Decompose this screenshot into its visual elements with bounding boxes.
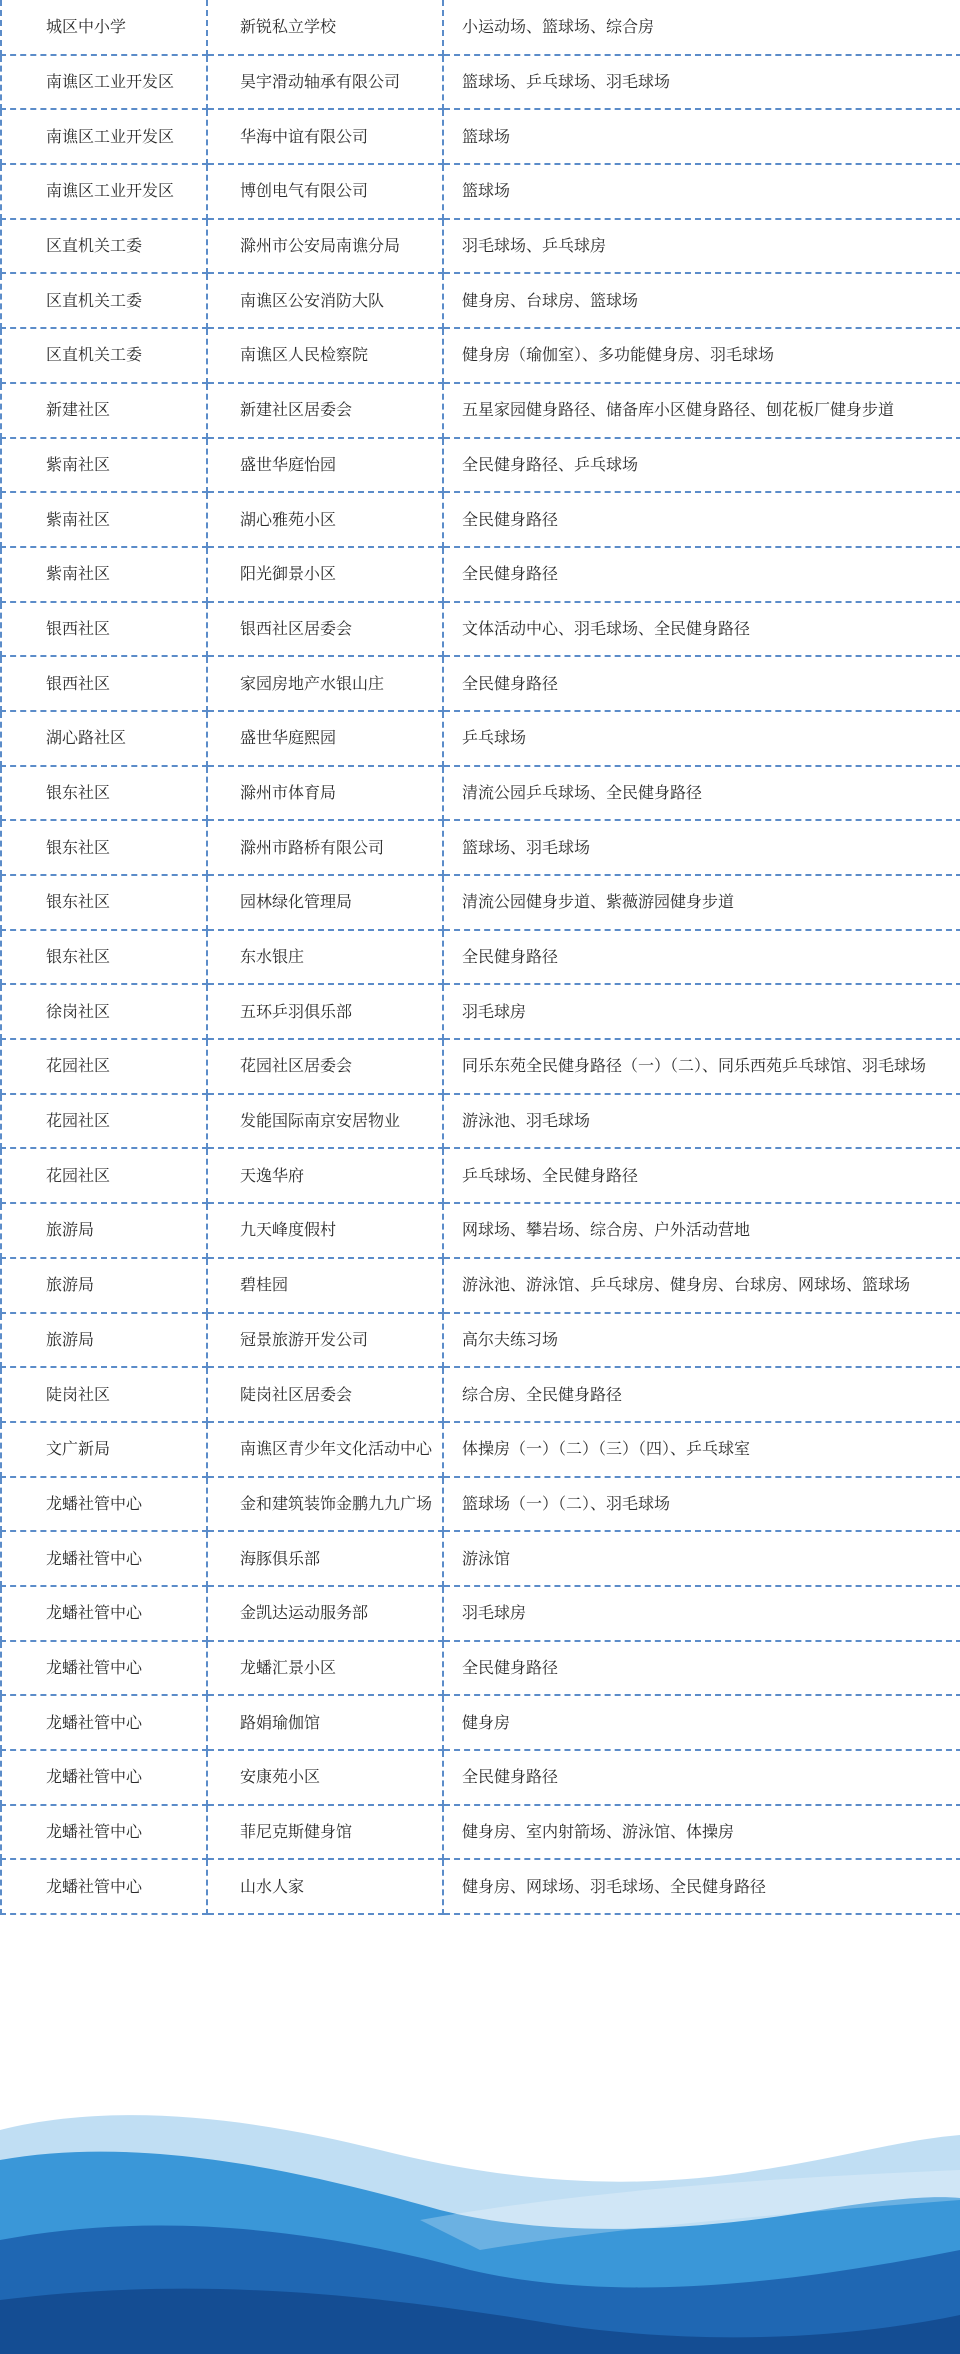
area-cell: 紫南社区	[1, 492, 207, 547]
unit-cell: 冠景旅游开发公司	[207, 1313, 443, 1368]
area-cell: 花园社区	[1, 1039, 207, 1094]
wave-decoration	[0, 2100, 960, 2354]
unit-cell: 阳光御景小区	[207, 547, 443, 602]
area-cell: 南谯区工业开发区	[1, 164, 207, 219]
area-cell: 龙蟠社管中心	[1, 1805, 207, 1860]
unit-cell: 昊宇滑动轴承有限公司	[207, 55, 443, 110]
unit-cell: 菲尼克斯健身馆	[207, 1805, 443, 1860]
table-row	[1, 1859, 960, 1914]
area-cell: 旅游局	[1, 1203, 207, 1258]
table-row	[1, 1422, 960, 1477]
unit-cell: 龙蟠汇景小区	[207, 1641, 443, 1696]
area-cell: 银东社区	[1, 875, 207, 930]
unit-cell: 银西社区居委会	[207, 602, 443, 657]
facilities-cell: 羽毛球场、乒乓球房	[443, 219, 960, 274]
facilities-cell: 全民健身路径	[443, 656, 960, 711]
area-cell: 区直机关工委	[1, 219, 207, 274]
facilities-cell: 健身房（瑜伽室）、多功能健身房、羽毛球场	[443, 328, 960, 383]
table-row	[1, 0, 960, 55]
table-row	[1, 1148, 960, 1203]
area-cell: 城区中小学	[1, 0, 207, 55]
area-cell: 区直机关工委	[1, 273, 207, 328]
unit-cell: 博创电气有限公司	[207, 164, 443, 219]
facilities-cell: 全民健身路径	[443, 547, 960, 602]
table-row	[1, 438, 960, 493]
facilities-cell: 同乐东苑全民健身路径（一）（二）、同乐西苑乒乓球馆、羽毛球场	[443, 1039, 960, 1094]
facilities-cell: 羽毛球房	[443, 1586, 960, 1641]
table-row	[1, 1641, 960, 1696]
facilities-cell: 篮球场（一）（二）、羽毛球场	[443, 1477, 960, 1532]
unit-cell: 九天峰度假村	[207, 1203, 443, 1258]
facilities-cell: 篮球场、羽毛球场	[443, 820, 960, 875]
table-row	[1, 547, 960, 602]
facilities-cell: 综合房、全民健身路径	[443, 1367, 960, 1422]
table-row	[1, 1258, 960, 1313]
table-row	[1, 1313, 960, 1368]
unit-cell: 滁州市公安局南谯分局	[207, 219, 443, 274]
facilities-cell: 清流公园健身步道、紫薇游园健身步道	[443, 875, 960, 930]
facilities-cell: 全民健身路径	[443, 1641, 960, 1696]
facilities-cell: 游泳池、游泳馆、乒乓球房、健身房、台球房、网球场、篮球场	[443, 1258, 960, 1313]
table-row	[1, 219, 960, 274]
facilities-cell: 游泳池、羽毛球场	[443, 1094, 960, 1149]
area-cell: 龙蟠社管中心	[1, 1695, 207, 1750]
unit-cell: 新锐私立学校	[207, 0, 443, 55]
area-cell: 龙蟠社管中心	[1, 1531, 207, 1586]
table-row	[1, 1477, 960, 1532]
facilities-cell: 游泳馆	[443, 1531, 960, 1586]
table-row	[1, 164, 960, 219]
facilities-cell: 小运动场、篮球场、综合房	[443, 0, 960, 55]
area-cell: 花园社区	[1, 1148, 207, 1203]
facilities-cell: 高尔夫练习场	[443, 1313, 960, 1368]
unit-cell: 发能国际南京安居物业	[207, 1094, 443, 1149]
unit-cell: 南谯区公安消防大队	[207, 273, 443, 328]
area-cell: 银东社区	[1, 820, 207, 875]
unit-cell: 滁州市路桥有限公司	[207, 820, 443, 875]
unit-cell: 碧桂园	[207, 1258, 443, 1313]
facilities-cell: 篮球场	[443, 164, 960, 219]
unit-cell: 天逸华府	[207, 1148, 443, 1203]
area-cell: 南谯区工业开发区	[1, 109, 207, 164]
facilities-cell: 清流公园乒乓球场、全民健身路径	[443, 766, 960, 821]
facilities-cell: 羽毛球房	[443, 984, 960, 1039]
facilities-cell: 全民健身路径	[443, 492, 960, 547]
unit-cell: 安康苑小区	[207, 1750, 443, 1805]
area-cell: 龙蟠社管中心	[1, 1859, 207, 1914]
area-cell: 龙蟠社管中心	[1, 1477, 207, 1532]
area-cell: 银西社区	[1, 656, 207, 711]
facilities-cell: 健身房	[443, 1695, 960, 1750]
area-cell: 龙蟠社管中心	[1, 1586, 207, 1641]
table-row	[1, 1039, 960, 1094]
area-cell: 紫南社区	[1, 547, 207, 602]
area-cell: 银东社区	[1, 930, 207, 985]
unit-cell: 滁州市体育局	[207, 766, 443, 821]
table-row	[1, 1805, 960, 1860]
area-cell: 花园社区	[1, 1094, 207, 1149]
facilities-cell: 篮球场、乒乓球场、羽毛球场	[443, 55, 960, 110]
unit-cell: 东水银庄	[207, 930, 443, 985]
table-row	[1, 1586, 960, 1641]
unit-cell: 金和建筑装饰金鹏九九广场	[207, 1477, 443, 1532]
facility-table-body	[1, 0, 960, 1914]
table-row	[1, 55, 960, 110]
area-cell: 新建社区	[1, 383, 207, 438]
unit-cell: 新建社区居委会	[207, 383, 443, 438]
unit-cell: 海豚俱乐部	[207, 1531, 443, 1586]
unit-cell: 花园社区居委会	[207, 1039, 443, 1094]
facilities-cell: 健身房、室内射箭场、游泳馆、体操房	[443, 1805, 960, 1860]
table-row	[1, 383, 960, 438]
area-cell: 旅游局	[1, 1258, 207, 1313]
table-row	[1, 1750, 960, 1805]
area-cell: 紫南社区	[1, 438, 207, 493]
unit-cell: 盛世华庭熙园	[207, 711, 443, 766]
facilities-cell: 全民健身路径、乒乓球场	[443, 438, 960, 493]
table-row	[1, 1367, 960, 1422]
unit-cell: 湖心雅苑小区	[207, 492, 443, 547]
table-row	[1, 711, 960, 766]
table-row	[1, 984, 960, 1039]
facilities-cell: 健身房、台球房、篮球场	[443, 273, 960, 328]
unit-cell: 华海中谊有限公司	[207, 109, 443, 164]
table-row	[1, 1695, 960, 1750]
table-row	[1, 656, 960, 711]
unit-cell: 金凯达运动服务部	[207, 1586, 443, 1641]
area-cell: 龙蟠社管中心	[1, 1641, 207, 1696]
table-row	[1, 766, 960, 821]
unit-cell: 五环乒羽俱乐部	[207, 984, 443, 1039]
unit-cell: 路娟瑜伽馆	[207, 1695, 443, 1750]
unit-cell: 盛世华庭怡园	[207, 438, 443, 493]
facilities-cell: 体操房（一）（二）（三）（四）、乒乓球室	[443, 1422, 960, 1477]
unit-cell: 南谯区人民检察院	[207, 328, 443, 383]
facilities-cell: 文体活动中心、羽毛球场、全民健身路径	[443, 602, 960, 657]
table-row	[1, 492, 960, 547]
area-cell: 区直机关工委	[1, 328, 207, 383]
area-cell: 龙蟠社管中心	[1, 1750, 207, 1805]
facilities-cell: 乒乓球场	[443, 711, 960, 766]
facilities-cell: 健身房、网球场、羽毛球场、全民健身路径	[443, 1859, 960, 1914]
unit-cell: 南谯区青少年文化活动中心	[207, 1422, 443, 1477]
table-row	[1, 328, 960, 383]
area-cell: 银西社区	[1, 602, 207, 657]
table-row	[1, 602, 960, 657]
facilities-cell: 网球场、攀岩场、综合房、户外活动营地	[443, 1203, 960, 1258]
table-row	[1, 1203, 960, 1258]
area-cell: 南谯区工业开发区	[1, 55, 207, 110]
facilities-cell: 乒乓球场、全民健身路径	[443, 1148, 960, 1203]
facilities-cell: 篮球场	[443, 109, 960, 164]
table-row	[1, 1531, 960, 1586]
table-row	[1, 875, 960, 930]
unit-cell: 家园房地产水银山庄	[207, 656, 443, 711]
area-cell: 湖心路社区	[1, 711, 207, 766]
table-row	[1, 930, 960, 985]
table-row	[1, 820, 960, 875]
area-cell: 徐岗社区	[1, 984, 207, 1039]
table-row	[1, 1094, 960, 1149]
facilities-cell: 全民健身路径	[443, 1750, 960, 1805]
unit-cell: 园林绿化管理局	[207, 875, 443, 930]
area-cell: 陡岗社区	[1, 1367, 207, 1422]
facilities-cell: 全民健身路径	[443, 930, 960, 985]
table-row	[1, 273, 960, 328]
area-cell: 文广新局	[1, 1422, 207, 1477]
facilities-cell: 五星家园健身路径、储备库小区健身路径、刨花板厂健身步道	[443, 383, 960, 438]
table-row	[1, 109, 960, 164]
unit-cell: 山水人家	[207, 1859, 443, 1914]
unit-cell: 陡岗社区居委会	[207, 1367, 443, 1422]
area-cell: 银东社区	[1, 766, 207, 821]
area-cell: 旅游局	[1, 1313, 207, 1368]
